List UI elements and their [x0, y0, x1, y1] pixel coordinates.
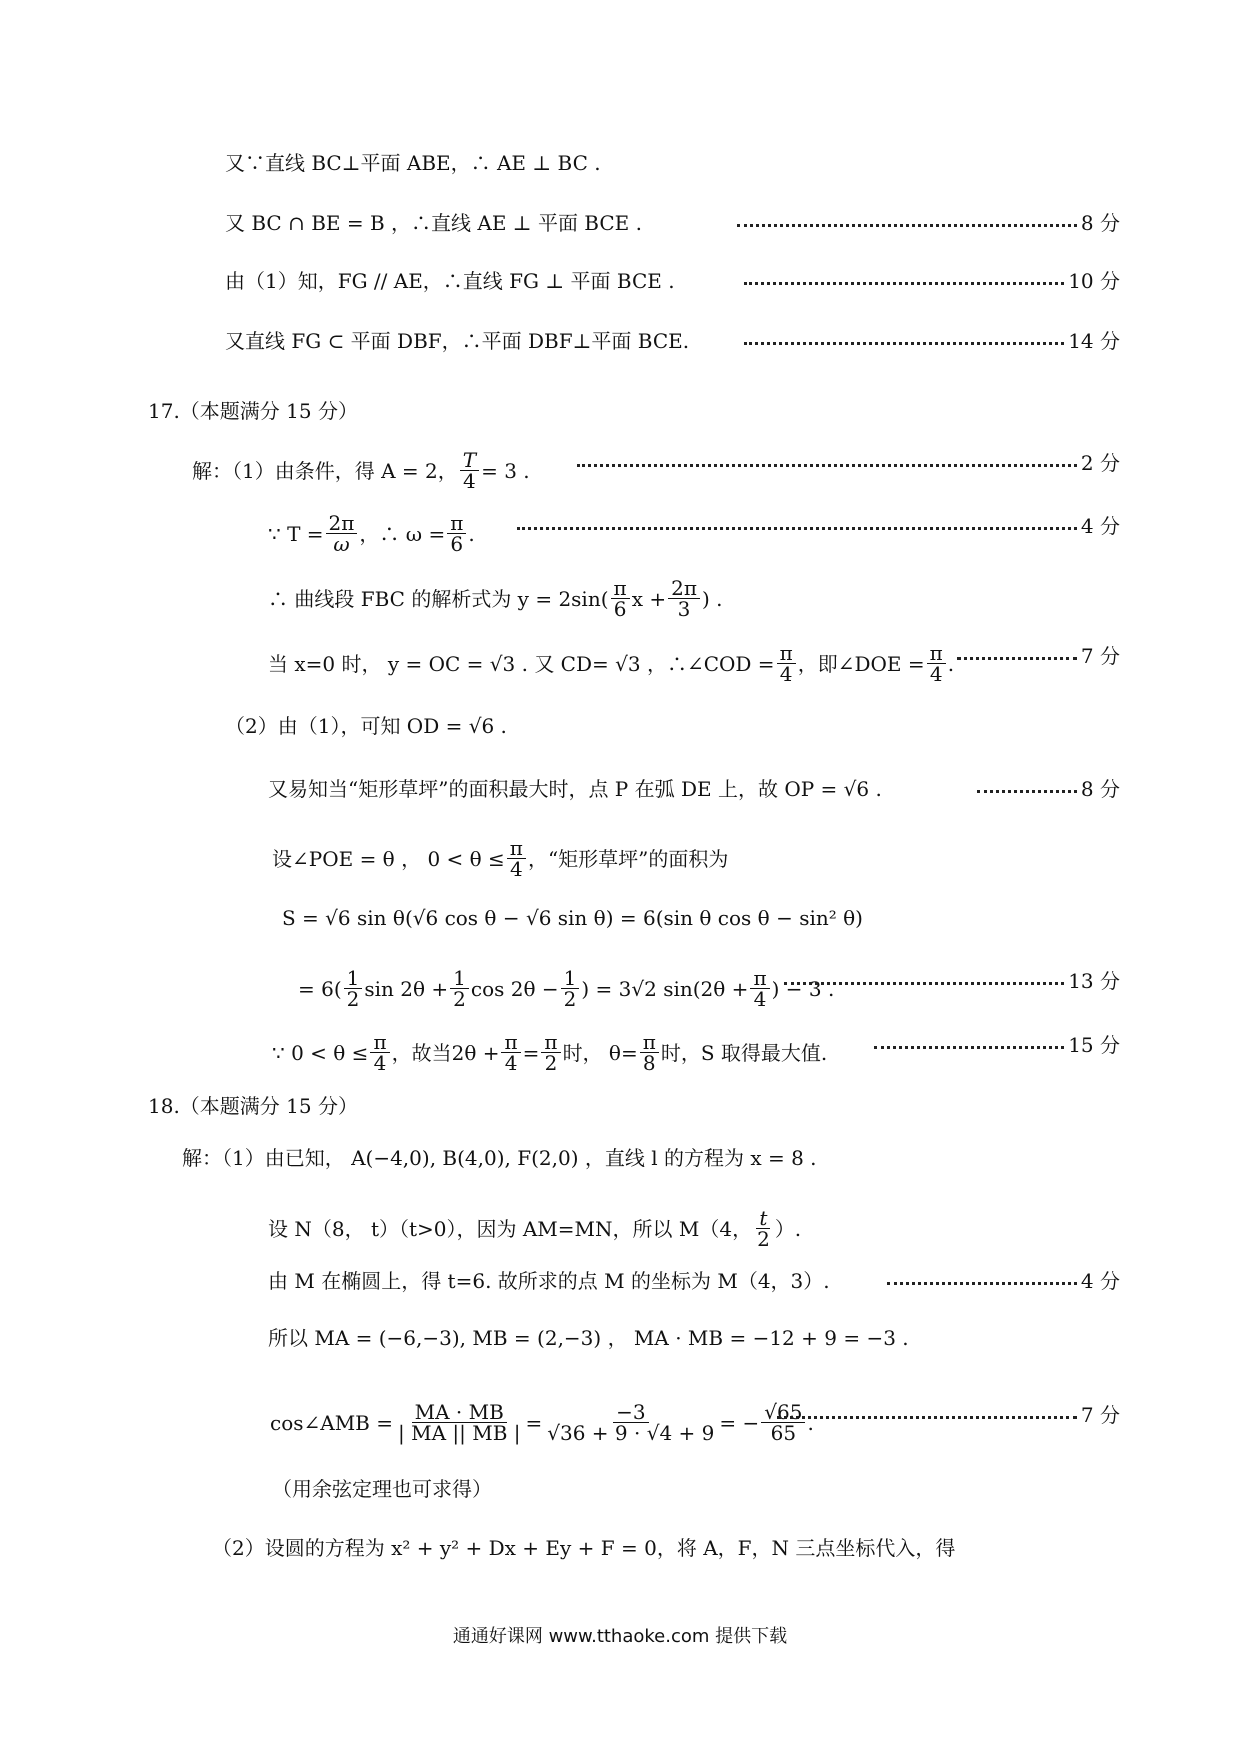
score-15: 15 分: [874, 1032, 1120, 1058]
score-10: 10 分: [744, 268, 1120, 294]
proof-line-2: 又 BC ∩ BE = B ，∴直线 AE ⊥ 平面 BCE .: [225, 211, 642, 235]
score-4: 4 分: [517, 513, 1120, 539]
score-7: 7 分: [957, 643, 1120, 669]
q17-area-formula: S = √6 sin θ(√6 cos θ − √6 sin θ) = 6(sin θ cos θ − sin² θ): [282, 906, 863, 930]
page-footer: 通通好课网 www.tthaoke.com 提供下载: [452, 1626, 788, 1647]
score-13: 13 分: [784, 968, 1120, 994]
q18-step-1: 解：（1）由已知， A(−4,0), B(4,0), F(2,0) ，直线 l 的方程为 x = 8 .: [182, 1146, 817, 1170]
q17-step-2: ∵ T = $\frac{2\pi}{\omega}$ ，∴ ω = $\frac{\pi}{6}$ .: [268, 511, 475, 556]
score-8b: 8 分: [977, 776, 1120, 802]
score-2: 2 分: [577, 450, 1120, 476]
q17-step-1: 解：（1）由条件，得 A = 2， $\frac{T}{4}$ = 3 .: [192, 448, 530, 493]
score-14: 14 分: [744, 328, 1120, 354]
q17-step-6: 又易知当“矩形草坪”的面积最大时，点 P 在弧 DE 上，故 OP = √6 .: [268, 777, 882, 801]
q17-step-10: ∵ 0 < θ ≤ $\frac{\pi}{4}$ ，故当2θ + $\frac{\pi}{4}$ = $\frac{\pi}{2}$ 时， θ= $\frac{\pi}{8}$ 时，S 取得最大值.: [272, 1030, 828, 1075]
q18-step-2: 设 N（8， t）（t>0），因为 AM=MN，所以 M（4， $\frac{t}{2}$ ）.: [268, 1206, 802, 1251]
q18-heading: 18.（本题满分 15 分）: [148, 1094, 358, 1118]
q18-step-3: 由 M 在椭圆上，得 t=6. 故所求的点 M 的坐标为 M（4，3）.: [268, 1269, 830, 1293]
q18-part2: （2）设圆的方程为 x² + y² + Dx + Ey + F = 0，将 A，F，N 三点坐标代入，得: [212, 1536, 956, 1560]
proof-line-3: 由（1）知，FG // AE，∴直线 FG ⊥ 平面 BCE .: [225, 269, 675, 293]
score-4b: 4 分: [887, 1268, 1120, 1294]
q17-step-3: ∴ 曲线段 FBC 的解析式为 y = 2sin( $\frac{\pi}{6}$ x + $\frac{2\pi}{3}$ ) .: [268, 576, 723, 621]
proof-line-4: 又直线 FG ⊂ 平面 DBF，∴平面 DBF⊥平面 BCE.: [225, 329, 690, 353]
q18-note: （用余弦定理也可求得）: [272, 1477, 492, 1501]
q18-step-5: cos∠AMB = $\frac{MA \cdot MB}{| MA || MB |}$ = $\frac{-3}{√36 + 9 \cdot √4 + 9}$ = − $\frac{√65}{65}$ .: [270, 1400, 814, 1445]
q17-part2: （2）由（1），可知 OD = √6 .: [225, 714, 507, 738]
q17-step-7: 设∠POE = θ ， 0 < θ ≤ $\frac{\pi}{4}$ ，“矩形草坪”的面积为: [272, 836, 729, 881]
q17-heading: 17.（本题满分 15 分）: [148, 399, 358, 423]
q17-step-4: 当 x=0 时， y = OC = √3 . 又 CD= √3 ，∴∠COD = $\frac{\pi}{4}$ ，即∠DOE = $\frac{\pi}{4}$ .: [268, 641, 955, 686]
proof-line-1: 又∵直线 BC⊥平面 ABE，∴ AE ⊥ BC .: [225, 151, 601, 175]
q18-step-4: 所以 MA = (−6,−3), MB = (2,−3) ， MA · MB = −12 + 9 = −3 .: [268, 1326, 909, 1350]
q17-step-9: = 6( $\frac{1}{2}$ sin 2θ + $\frac{1}{2}$ cos 2θ − $\frac{1}{2}$ ) = 3√2 sin(2θ + $\frac{\pi}{4}$ ) − 3 .: [298, 966, 835, 1011]
score-8: 8 分: [737, 210, 1120, 236]
score-7b: 7 分: [777, 1402, 1120, 1428]
